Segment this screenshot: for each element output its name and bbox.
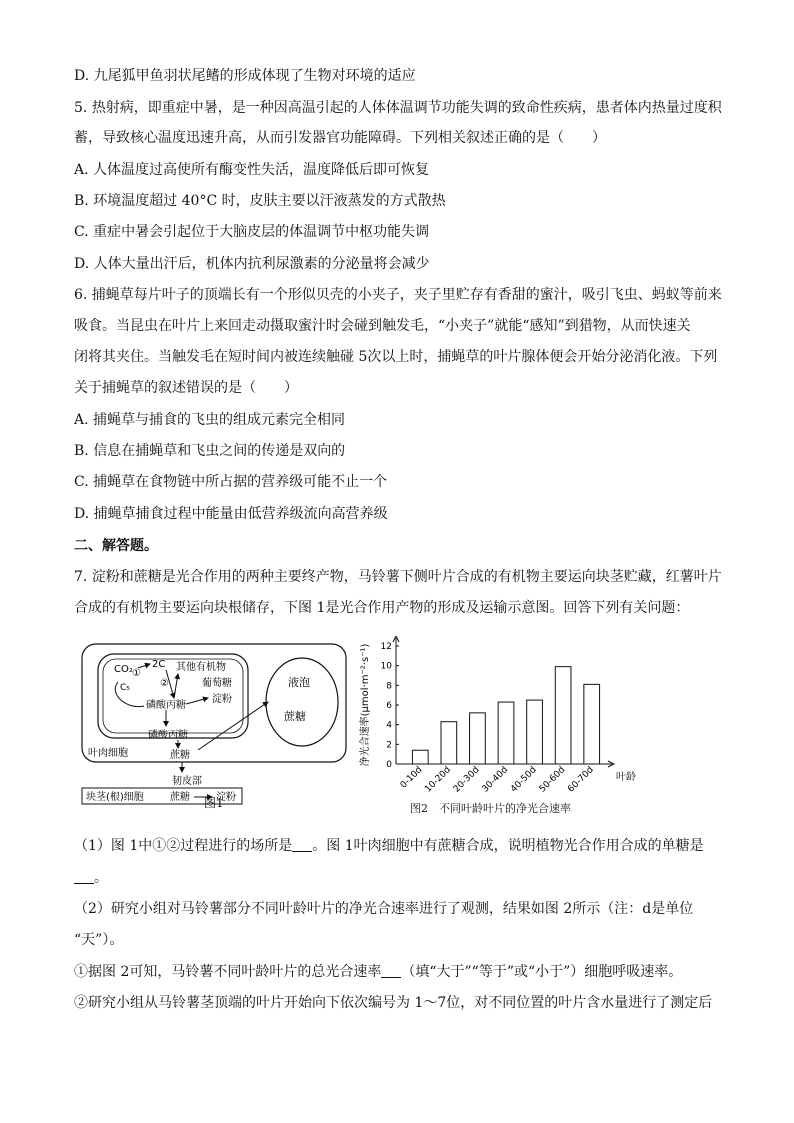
q6-stem-line1: 6. 捕蝇草每片叶子的顶端长有一个形似贝壳的小夹子，夹子里贮存有香甜的蜜汁，吸引飞虫、蚂蚁等前来 — [74, 287, 722, 303]
x-tick-label: 30-40d — [480, 765, 511, 795]
y-tick-label: 6 — [386, 701, 392, 711]
q7-part1-line2 — [74, 868, 108, 888]
q7-part2-sub1 — [74, 962, 682, 982]
y-tick-label: 10 — [380, 661, 392, 672]
y-tick-label: 0 — [386, 760, 392, 770]
y-tick-label: 2 — [386, 740, 392, 751]
co2-label: CO₂ — [114, 664, 133, 675]
bar — [555, 667, 571, 764]
q5-option-a: A. 人体温度过高使所有酶变性失活，温度降低后即可恢复 — [74, 162, 430, 178]
q6-option-b: B. 信息在捕蝇草和飞虫之间的传递是双向的 — [74, 443, 346, 459]
x-tick-label: 10-20d — [423, 765, 453, 795]
tuber-sucrose-label: 蔗糖 — [170, 792, 190, 803]
q7-part2-sub2: ②研究小组从马铃薯茎顶端的叶片开始向下依次编号为 1～7位，对不同位置的叶片含水量进行了测定后 — [74, 995, 713, 1011]
q6-stem-line4: 关于捕蝇草的叙述错误的是（ ） — [74, 380, 298, 396]
tuber-cell-label: 块茎(根)细胞 — [86, 792, 144, 803]
answer-blank-1[interactable] — [292, 837, 312, 852]
bar — [498, 702, 514, 764]
cytosol-sucrose-label: 蔗糖 — [170, 750, 190, 761]
triose-phosphate-label: 磷酸丙糖 — [146, 700, 186, 711]
answer-blank-3[interactable] — [381, 963, 401, 978]
y-tick-label: 8 — [386, 681, 392, 692]
q6-option-d: D. 捕蝇草捕食过程中能量由低营养级流向高营养级 — [74, 506, 388, 522]
q7-part1-text-c: 。 — [94, 870, 108, 886]
bar — [470, 713, 486, 764]
q5-option-b: B. 环境温度超过 40°C 时，皮肤主要以汗液蒸发的方式散热 — [74, 193, 446, 209]
x-tick-label: 60-70d — [566, 765, 596, 795]
x-tick-label: 20-30d — [451, 765, 482, 795]
y-tick-label: 12 — [380, 642, 392, 652]
y-tick-label: 4 — [386, 720, 392, 731]
vacuole-sucrose-label: 蔗糖 — [284, 710, 306, 723]
q7-part1-line1 — [74, 836, 704, 856]
y-axis-label: 净光合速率(μmol·m⁻²·s⁻¹) — [360, 643, 371, 767]
mesophyll-cell-label: 叶肉细胞 — [88, 748, 128, 759]
step1-label: ① — [132, 668, 141, 679]
vacuole-label: 液泡 — [288, 676, 310, 689]
tuber-starch-label: 淀粉 — [216, 792, 236, 803]
figure-1-caption: 图1 — [204, 796, 224, 810]
q5-option-c: C. 重症中暑会引起位于大脑皮层的体温调节中枢功能失调 — [74, 224, 430, 240]
q7-part2-sub1-text-b: （填“大于”“等于”或“小于”）细胞呼吸速率。 — [401, 964, 683, 980]
x-tick-label: 40-50d — [509, 765, 539, 795]
other-organics-label: 其他有机物 — [176, 662, 226, 673]
q5-option-d: D. 人体大量出汗后，机体内抗利尿激素的分泌量将会减少 — [74, 256, 430, 272]
bar — [412, 750, 428, 764]
chloroplast-starch-label: 淀粉 — [212, 694, 232, 705]
figure-2-bar-chart — [356, 636, 646, 816]
figure-1 — [78, 640, 358, 815]
c3-label: 2C — [152, 659, 166, 670]
q6-option-a: A. 捕蝇草与捕食的飞虫的组成元素完全相同 — [74, 412, 346, 428]
figure-2-caption: 图2 不同叶龄叶片的净光合速率 — [410, 802, 571, 815]
x-tick-label: 0-10d — [398, 765, 425, 791]
bar — [527, 700, 543, 764]
bar — [441, 722, 457, 764]
step2-label: ② — [160, 678, 169, 689]
c5-label: C₅ — [120, 683, 130, 693]
glucose-label: 葡萄糖 — [202, 678, 232, 689]
q6-stem-line2: 吸食。当昆虫在叶片上来回走动摄取蜜汁时会碰到触发毛，“小夹子”就能“感知”到猎物，从而快速关 — [74, 318, 691, 334]
q7-part2-line2: “天”）。 — [74, 932, 124, 948]
answer-blank-2[interactable] — [74, 869, 94, 884]
x-tick-label: 50-60d — [537, 765, 568, 795]
q7-stem-line1: 7. 淀粉和蔗糖是光合作用的两种主要终产物，马铃薯下侧叶片合成的有机物主要运向块茎贮藏，红薯叶片 — [74, 569, 722, 585]
q7-stem-line2: 合成的有机物主要运向块根储存，下图 1是光合作用产物的形成及运输示意图。回答下列有关问题： — [74, 600, 690, 616]
q7-part1-text-a: （1）图 1中①②过程进行的场所是 — [74, 838, 293, 854]
section-heading: 二、解答题。 — [74, 538, 158, 554]
q5-stem-line1: 5. 热射病，即重症中暑，是一种因高温引起的人体体温调节功能失调的致命性疾病，患者体内热量过度积 — [74, 100, 722, 116]
bar — [584, 684, 600, 764]
option-d-q4: D. 九尾狐甲鱼羽状尾鳍的形成体现了生物对环境的适应 — [74, 68, 416, 84]
phloem-label: 韧皮部 — [172, 776, 202, 787]
x-axis-label: 叶龄 — [616, 772, 636, 783]
q5-stem-line2: 蓄，导致核心温度迅速升高，从而引发器官功能障碍。下列相关叙述正确的是（ ） — [74, 130, 606, 146]
cytosol-triose-label: 磷酸丙糖 — [148, 730, 188, 741]
vacuole-outline — [266, 658, 338, 746]
q7-part2-sub1-text-a: ①据图 2可知，马铃薯不同叶龄叶片的总光合速率 — [74, 964, 382, 980]
q7-part1-text-b: 。图 1叶肉细胞中有蔗糖合成，说明植物光合作用合成的单糖是 — [312, 838, 704, 854]
q6-stem-line3: 闭将其夹住。当触发毛在短时间内被连续触碰 5次以上时，捕蝇草的叶片腺体便会开始分泌消化液。下列 — [74, 349, 718, 365]
q7-part2-line1: （2）研究小组对马铃薯部分不同叶龄叶片的净光合速率进行了观测，结果如图 2所示（注：d是单位 — [74, 901, 694, 917]
q6-option-c: C. 捕蝇草在食物链中所占据的营养级可能不止一个 — [74, 474, 388, 490]
